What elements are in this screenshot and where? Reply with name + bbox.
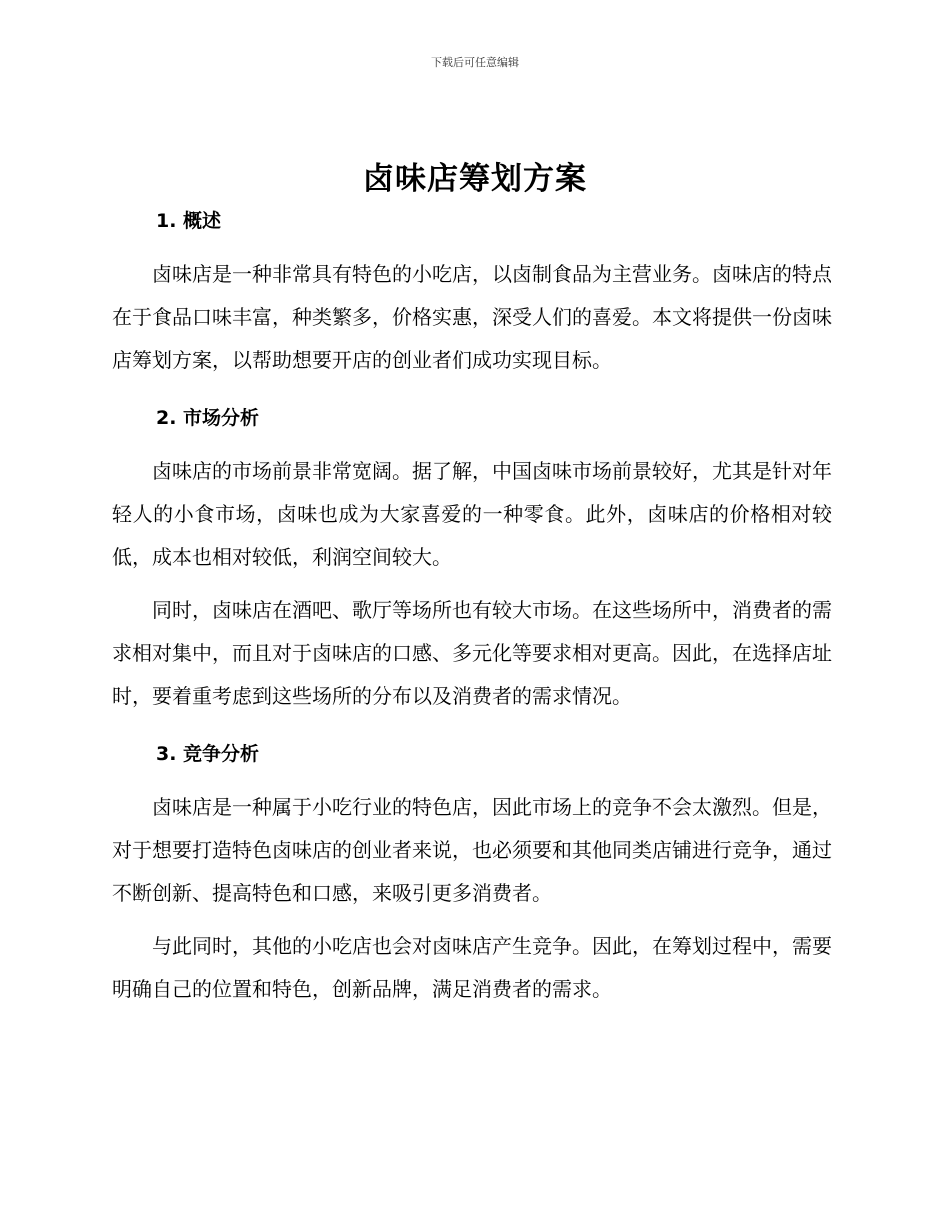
- document-title: 卤味店筹划方案: [363, 161, 587, 197]
- paragraph: 与此同时，其他的小吃店也会对卤味店产生竞争。因此，在筹划过程中，需要明确自己的位置和特色，创新品牌，满足消费者的需求。: [112, 934, 832, 1001]
- header-note: 下载后可任意编辑: [431, 56, 519, 69]
- section-heading-market-analysis: 2. 市场分析: [156, 407, 260, 429]
- document-body: [112, 205, 832, 1011]
- paragraph: 卤味店是一种属于小吃行业的特色店，因此市场上的竞争不会太激烈。但是，对于想要打造特色卤味店的创业者来说，也必须要和其他同类店铺进行竞争，通过不断创新、提高特色和口感，来吸引更多消费者。: [112, 795, 832, 905]
- section-heading-overview: 1. 概述: [156, 210, 222, 232]
- paragraph: 卤味店的市场前景非常宽阔。据了解，中国卤味市场前景较好，尤其是针对年轻人的小食市场，卤味也成为大家喜爱的一种零食。此外，卤味店的价格相对较低，成本也相对较低，利润空间较大。: [112, 459, 832, 569]
- paragraph: 卤味店是一种非常具有特色的小吃店，以卤制食品为主营业务。卤味店的特点在于食品口味丰富，种类繁多，价格实惠，深受人们的喜爱。本文将提供一份卤味店筹划方案，以帮助想要开店的创业者们成功实现目标。: [112, 262, 832, 372]
- paragraph: 同时，卤味店在酒吧、歌厅等场所也有较大市场。在这些场所中，消费者的需求相对集中，而且对于卤味店的口感、多元化等要求相对更高。因此，在选择店址时，要着重考虑到这些场所的分布以及消费者的需求情况。: [112, 598, 832, 708]
- section-heading-competition-analysis: 3. 竞争分析: [156, 743, 260, 765]
